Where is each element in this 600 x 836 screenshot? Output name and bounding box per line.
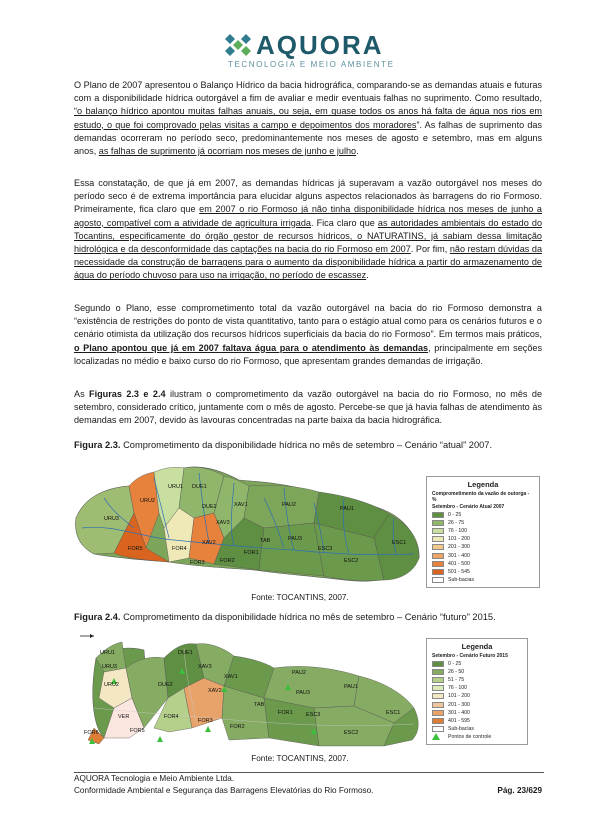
- paragraph-3: [74, 302, 542, 368]
- figure-2-4-source: Fonte: TOCANTINS, 2007.: [251, 754, 349, 763]
- figure-2-4-map: [74, 628, 539, 752]
- legend-swatch: [432, 693, 444, 699]
- legend-label: 301 - 400: [448, 552, 470, 559]
- label-uru1: URU1: [168, 484, 183, 490]
- legend-item: [432, 527, 534, 535]
- label-pau1: PAU1: [340, 506, 354, 512]
- label-for4: FOR4: [164, 714, 179, 720]
- label-esc3: ESC3: [306, 712, 321, 718]
- underlined-text-run: as autoridades ambientais do estado do Tocantins, especificamente do órgão gestor de recursos hídricos, o NATURATINS, já sabiam dessa limitação hidrológica e da desconformidade das captações na bacia do rio Formoso em 2007: [74, 217, 543, 255]
- label-for1: FOR1: [278, 710, 293, 716]
- legend-swatch: [432, 577, 444, 583]
- company-logo: [220, 28, 400, 72]
- label-pau3: PAU3: [296, 690, 310, 696]
- legend-label: 201 - 300: [448, 544, 470, 551]
- label-uru2: URU2: [140, 498, 155, 504]
- text-run: , principalmente em seções localizadas no médio e baixo curso do rio Formoso, que apresentam grandes demandas de irrigação.: [74, 342, 542, 366]
- label-pau3: PAU3: [288, 536, 302, 542]
- north-arrow-icon: [80, 634, 94, 638]
- legend-label: 401 - 595: [448, 717, 470, 724]
- text-run: .: [356, 146, 359, 157]
- legend-label: 101 - 200: [448, 693, 470, 700]
- label-uru2: URU2: [104, 682, 119, 688]
- legend-item: [432, 725, 522, 733]
- legend-title: Legenda: [461, 642, 493, 651]
- legend-item: [432, 660, 522, 668]
- text-run: Segundo o Plano, esse comprometimento total da vazão outorgável na bacia do rio Formoso demonstra a “existência de restrições do ponto de vista quantitativo, tanto para o estágio atual como para os cenários futuros e o cenário otimista da utilização dos recursos hídricos superficiais da bacia do rio Formoso”. Em termos mais práticos,: [74, 303, 542, 340]
- control-point-marker: [205, 726, 211, 732]
- underlined-text-run: “o balanço hídrico apontou muitas falhas anuais, ou seja, em quase todos os anos há falta de água nos rios em estudo, o que foi comprovado pelas visitas a campo e depoimentos dos moradores: [74, 106, 542, 130]
- text-run: . Por fim,: [410, 244, 450, 255]
- legend-swatch: [432, 544, 444, 550]
- label-xav1: XAV1: [234, 502, 248, 508]
- legend-label: 401 - 500: [448, 560, 470, 567]
- figure-2-4-legend: [426, 638, 528, 745]
- region-pau3: [259, 523, 324, 576]
- legend-swatch: [432, 561, 444, 567]
- legend-label: 0 - 25: [448, 512, 462, 519]
- legend-item: [432, 551, 534, 559]
- legend-swatch: [432, 520, 444, 526]
- label-esc2: ESC2: [344, 558, 359, 564]
- label-for5: FOR5: [130, 728, 145, 734]
- legend-swatch: [432, 661, 444, 667]
- underlined-text-run: não restam dúvidas da necessidade da construção de barragens para o aumento da disponibilidade hídrica a partir do armazenamento de água do período chuvoso para uso na irrigação, no período de escassez: [74, 244, 542, 281]
- legend-item: [432, 684, 522, 692]
- label-for2: FOR2: [230, 724, 245, 730]
- text-run: Essa constatação, de que já em 2007, as demandas hídricas já superavam a vazão outorgável nos meses do período seco é de extrema importância para elucidar alguns aspectos relacionados às barragens do rio Formoso. Primeiramente, fica claro que: [74, 178, 542, 215]
- figure-2-3-map: [74, 458, 539, 588]
- legend-label: 101 - 200: [448, 536, 470, 543]
- footer-divider: [74, 772, 544, 773]
- figure-label: Figura 2.4.: [74, 612, 121, 622]
- legend-swatch: [432, 726, 444, 732]
- legend-item: [432, 676, 522, 684]
- legend-swatch: [432, 528, 444, 534]
- label-tab: TAB: [260, 538, 271, 544]
- label-xav2: XAV2: [208, 688, 222, 694]
- logo-tagline: TECNOLOGIA E MEIO AMBIENTE: [228, 60, 395, 69]
- legend-swatch: [432, 536, 444, 542]
- label-xav3: XAV3: [216, 520, 230, 526]
- legend-label: Sub-bacias: [448, 576, 474, 583]
- figure-2-3-caption: [74, 440, 542, 450]
- legend-label: 301 - 400: [448, 709, 470, 716]
- label-for1: FOR1: [244, 550, 259, 556]
- label-esc1: ESC1: [392, 540, 407, 546]
- underlined-text-run: em 2007 o rio Formoso já não tinha disponibilidade hídrica nos meses de junho a agosto, compatível com a atividade de agricultura irrigada: [74, 204, 542, 228]
- label-xav3: XAV3: [198, 664, 212, 670]
- legend-swatch: [432, 710, 444, 716]
- label-pau1: PAU1: [344, 684, 358, 690]
- label-due2: DUE2: [202, 504, 217, 510]
- legend-items: [432, 511, 534, 584]
- paragraph-1: [74, 79, 542, 158]
- label-uru3: URU3: [104, 516, 119, 522]
- label-esc3: ESC3: [318, 546, 333, 552]
- text-run: O Plano de 2007 apresentou o Balanço Hídrico da bacia hidrográfica, comparando-se as demandas atuais e futuras com a disponibilidade hídrica outorgável a fim de avaliar e medir eventuais falhas no suprimento. Como resultado,: [74, 80, 542, 104]
- legend-item: [432, 568, 534, 576]
- label-due1: DUE1: [178, 650, 193, 656]
- legend-label: 76 - 100: [448, 528, 468, 535]
- label-for5: FOR5: [128, 546, 143, 552]
- text-run: .: [366, 270, 369, 281]
- legend-label: Sub-bacias: [448, 725, 474, 732]
- legend-subtitle: Setembro - Cenário Futuro 2015: [432, 653, 508, 659]
- footer-company: AQUORA Tecnologia e Meio Ambiente Ltda.: [74, 774, 235, 783]
- figure-2-4-caption: [74, 612, 542, 622]
- label-xav2: XAV2: [202, 540, 216, 546]
- underlined-text-run: as falhas de suprimento já ocorriam nos meses de junho e julho: [98, 146, 357, 157]
- logo-wordmark: AQUORA: [256, 30, 384, 60]
- paragraph-2: [74, 177, 542, 283]
- legend-swatch: [432, 569, 444, 575]
- text-run: ilustram o comprometimento da vazão outorgável na bacia do rio Formoso, no mês de setembro, considerado crítico, juntamente com o mês de agosto. Percebe-se que já havia falhas de atendimento às demandas em 2007, devido às lavouras concentradas na parte baixa da bacia hidrográfica.: [74, 389, 542, 426]
- control-point-icon: [432, 733, 440, 740]
- figure-caption-text: Comprometimento da disponibilidade hídrica no mês de setembro – Cenário “atual” 2007.: [120, 440, 493, 450]
- legend-swatch: [432, 685, 444, 691]
- control-point-marker: [157, 736, 163, 742]
- map-2015-basin: [74, 628, 424, 752]
- legend-label: Pontos de controle: [448, 733, 492, 740]
- legend-item: [432, 668, 522, 676]
- text-run: As: [74, 389, 90, 399]
- figure-2-3-source: Fonte: TOCANTINS, 2007.: [251, 593, 349, 602]
- legend-swatch: [432, 512, 444, 518]
- label-due2: DUE2: [158, 682, 173, 688]
- label-pau2: PAU2: [292, 670, 306, 676]
- legend-subtitle: Comprometimento da vazão de outorga - %: [432, 491, 530, 503]
- legend-item: [432, 519, 534, 527]
- label-for4: FOR4: [172, 546, 187, 552]
- label-for3: FOR3: [198, 718, 213, 724]
- aquora-logo-icon: [224, 30, 252, 58]
- label-xav1: XAV1: [224, 674, 238, 680]
- label-tab: TAB: [254, 702, 265, 708]
- legend-swatch: [432, 669, 444, 675]
- legend-item: [432, 543, 534, 551]
- legend-label: 501 - 545: [448, 568, 470, 575]
- footer-document-title: Conformidade Ambiental e Segurança das Barragens Elevatórias do Rio Formoso.: [74, 786, 374, 795]
- text-run: ”. As falhas de suprimento das demandas ocorreram no período seco, predominantemente nos meses de agosto e setembro, mas em alguns anos,: [74, 119, 543, 157]
- underlined-text-run: o Plano apontou que já em 2007 faltava água para o atendimento às demandas: [74, 342, 429, 353]
- legend-item: [432, 733, 522, 741]
- figure-caption-text: Comprometimento da disponibilidade hídrica no mês de setembro – Cenário “futuro” 2015.: [120, 612, 496, 622]
- label-pau2: PAU2: [282, 502, 296, 508]
- legend-item: [432, 700, 522, 708]
- map-2007-basin: [74, 458, 424, 588]
- text-run: Figuras 2.3 e 2.4: [89, 389, 166, 399]
- label-ver: VER: [118, 714, 130, 720]
- legend-item: [432, 692, 522, 700]
- label-for3: FOR3: [190, 560, 205, 566]
- legend-subtitle-2: Setembro - Cenário Atual 2007: [432, 504, 505, 510]
- legend-swatch: [432, 718, 444, 724]
- text-run: . Fica claro que: [310, 217, 378, 228]
- legend-label: 76 - 100: [448, 685, 468, 692]
- paragraph-4: [74, 388, 542, 428]
- legend-item: [432, 535, 534, 543]
- legend-item: [432, 709, 522, 717]
- legend-swatch: [432, 702, 444, 708]
- legend-label: 26 - 50: [448, 669, 465, 676]
- label-uru1: URU1: [100, 650, 115, 656]
- legend-item: [432, 576, 534, 584]
- legend-label: 26 - 75: [448, 520, 465, 527]
- legend-label: 51 - 75: [448, 677, 465, 684]
- figure-label: Figura 2.3.: [74, 440, 121, 450]
- page-number: Pág. 23/629: [497, 786, 542, 795]
- legend-title: Legenda: [467, 480, 499, 489]
- legend-swatch: [432, 553, 444, 559]
- legend-label: 0 - 25: [448, 661, 462, 668]
- legend-label: 201 - 300: [448, 701, 470, 708]
- label-esc1: ESC1: [386, 710, 401, 716]
- label-esc2: ESC2: [344, 730, 359, 736]
- legend-items: [432, 660, 522, 741]
- label-due1: DUE1: [192, 484, 207, 490]
- label-for6: FOR6: [84, 730, 99, 736]
- legend-item: [432, 511, 534, 519]
- label-for2: FOR2: [220, 558, 235, 564]
- legend-item: [432, 560, 534, 568]
- legend-swatch: [432, 677, 444, 683]
- legend-item: [432, 717, 522, 725]
- label-uru3: URU3: [102, 664, 117, 670]
- figure-2-3-legend: [426, 476, 540, 588]
